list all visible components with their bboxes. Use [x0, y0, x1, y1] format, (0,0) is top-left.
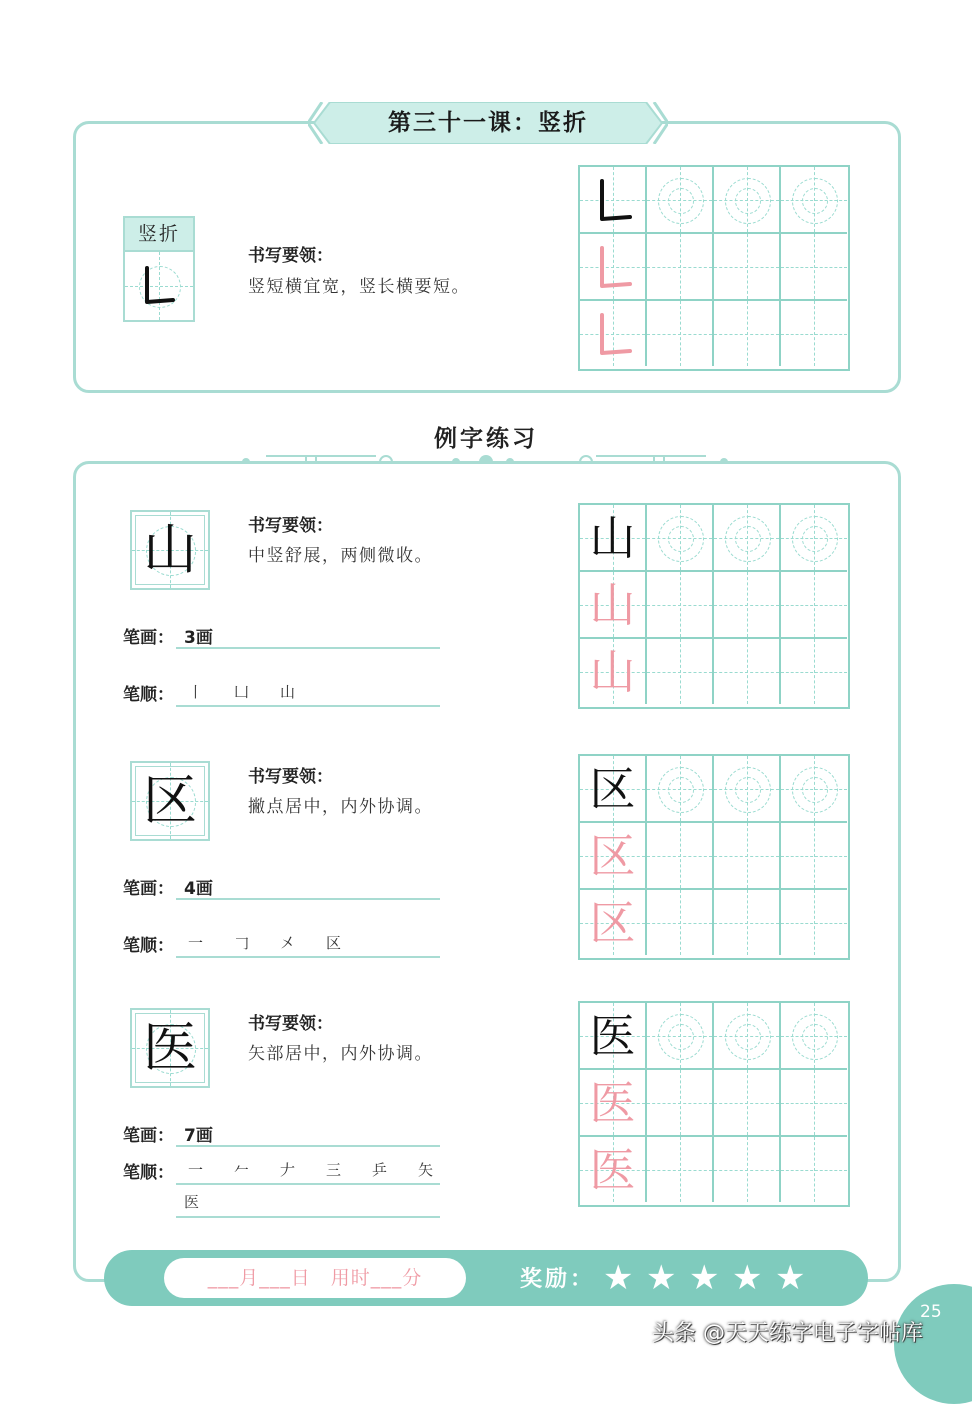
example-tips-heading: 书写要领： — [248, 767, 333, 787]
example-char: 医 — [143, 1016, 197, 1079]
stroke-card-label: 竖折 — [125, 218, 193, 252]
practice-glyph: 区 — [589, 829, 636, 883]
example-practice-grid — [578, 1001, 850, 1207]
practice-cell[interactable] — [647, 1137, 714, 1202]
practice-cell[interactable] — [647, 639, 714, 704]
practice-cell[interactable] — [781, 890, 847, 955]
lesson-tips-heading: 书写要领： — [248, 246, 333, 266]
practice-cell[interactable] — [714, 1137, 781, 1202]
stroke-order-step: 区 — [326, 934, 342, 952]
stroke-order-step: 𠃌 — [234, 934, 250, 952]
practice-cell[interactable] — [714, 890, 781, 955]
stroke-order-label: 笔顺： — [123, 685, 174, 705]
reward-label: 奖励： — [520, 1267, 596, 1292]
practice-cell[interactable] — [714, 234, 781, 301]
practice-cell[interactable] — [781, 234, 847, 301]
lesson-tips-text: 竖短横宜宽，竖长横要短。 — [248, 277, 470, 297]
practice-cell[interactable] — [647, 301, 714, 366]
practice-glyph: 山 — [589, 578, 636, 632]
practice-cell[interactable] — [714, 572, 781, 639]
practice-cell[interactable] — [781, 1070, 847, 1137]
practice-cell[interactable] — [580, 1003, 647, 1070]
example-tips-text: 矢部居中，内外协调。 — [248, 1044, 433, 1064]
stroke-order-step: 三 — [326, 1161, 342, 1179]
reward-star-icon[interactable]: ★ — [646, 1258, 677, 1298]
practice-cell[interactable] — [714, 823, 781, 890]
practice-cell[interactable] — [580, 167, 647, 234]
practice-cell[interactable] — [781, 1137, 847, 1202]
practice-cell[interactable] — [781, 167, 847, 234]
stroke-count-value: 4画 — [184, 879, 213, 899]
practice-cell[interactable] — [647, 234, 714, 301]
example-char-box — [130, 510, 210, 590]
stroke-order-step: 山 — [280, 683, 296, 701]
reward-star-icon[interactable]: ★ — [732, 1258, 763, 1298]
stroke-count-label: 笔画： — [123, 628, 174, 648]
example-tips-text: 撇点居中，内外协调。 — [248, 797, 433, 817]
stroke-card — [123, 216, 195, 322]
practice-cell[interactable] — [714, 639, 781, 704]
practice-cell[interactable] — [580, 1070, 647, 1137]
stroke-shuzhe-icon — [580, 167, 647, 234]
practice-cell[interactable] — [647, 572, 714, 639]
stroke-count-label: 笔画： — [123, 879, 174, 899]
stroke-order-line — [176, 705, 440, 707]
example-tips-text: 中竖舒展，两侧微收。 — [248, 546, 433, 566]
reward-star-icon[interactable]: ★ — [689, 1258, 720, 1298]
section-title: 例字练习 — [434, 426, 538, 452]
stroke-order-step: 丨 — [188, 683, 204, 701]
practice-glyph: 医 — [589, 1143, 636, 1197]
practice-cell[interactable] — [647, 1003, 714, 1070]
practice-cell[interactable] — [647, 756, 714, 823]
example-tips-heading: 书写要领： — [248, 1014, 333, 1034]
practice-cell[interactable] — [580, 301, 647, 366]
practice-cell[interactable] — [647, 1070, 714, 1137]
example-char: 山 — [143, 518, 197, 581]
stroke-order-step: 乒 — [372, 1161, 388, 1179]
practice-glyph: 医 — [589, 1009, 636, 1063]
practice-cell[interactable] — [714, 301, 781, 366]
example-char-box — [130, 761, 210, 841]
stroke-order-step: 一 — [188, 934, 204, 952]
practice-cell[interactable] — [647, 505, 714, 572]
practice-glyph: 区 — [589, 896, 636, 950]
practice-cell[interactable] — [580, 234, 647, 301]
stroke-order-line — [176, 956, 440, 958]
watermark: 头条 @天天练字电子字帖库 — [652, 1321, 923, 1346]
practice-cell[interactable] — [580, 823, 647, 890]
lesson-title: 第三十一课：竖折 — [388, 110, 588, 136]
stroke-order-step: 矢 — [418, 1161, 434, 1179]
stroke-order-label: 笔顺： — [123, 1163, 174, 1183]
stroke-shuzhe-icon — [125, 252, 193, 320]
practice-cell[interactable] — [714, 756, 781, 823]
practice-cell[interactable] — [781, 756, 847, 823]
practice-cell[interactable] — [580, 639, 647, 704]
stroke-shuzhe-icon — [580, 301, 647, 368]
stroke-order-label: 笔顺： — [123, 936, 174, 956]
practice-cell[interactable] — [647, 167, 714, 234]
practice-cell[interactable] — [580, 572, 647, 639]
practice-glyph: 医 — [589, 1076, 636, 1130]
practice-cell[interactable] — [781, 1003, 847, 1070]
stroke-shuzhe-icon — [580, 234, 647, 301]
example-practice-grid — [578, 754, 850, 960]
practice-cell[interactable] — [781, 301, 847, 366]
page-number: 25 — [920, 1302, 942, 1322]
practice-cell[interactable] — [647, 823, 714, 890]
stroke-order-step: 𠂉 — [234, 1161, 250, 1179]
practice-cell[interactable] — [781, 572, 847, 639]
date-time-fields[interactable]: ___月___日 用时___分 — [207, 1267, 423, 1289]
practice-cell[interactable] — [580, 756, 647, 823]
practice-glyph: 山 — [589, 645, 636, 699]
practice-cell[interactable] — [580, 890, 647, 955]
lesson-title-banner — [308, 102, 668, 144]
stroke-practice-grid — [578, 165, 850, 371]
stroke-count-line — [176, 1145, 440, 1147]
stroke-order-step: 医 — [184, 1193, 200, 1211]
stroke-order-step: 𠂇 — [280, 1161, 296, 1179]
example-tips-heading: 书写要领： — [248, 516, 333, 536]
stroke-order-step: 一 — [188, 1161, 204, 1179]
stroke-count-value: 3画 — [184, 628, 213, 648]
example-practice-grid — [578, 503, 850, 709]
stroke-card-body — [125, 252, 193, 320]
reward-star-icon[interactable]: ★ — [775, 1258, 806, 1298]
stroke-count-line — [176, 898, 440, 900]
practice-cell[interactable] — [781, 823, 847, 890]
stroke-order-step: 㐅 — [280, 934, 296, 952]
reward-star-icon[interactable]: ★ — [603, 1258, 634, 1298]
example-char-box — [130, 1008, 210, 1088]
practice-cell[interactable] — [714, 1003, 781, 1070]
practice-cell[interactable] — [647, 890, 714, 955]
practice-cell[interactable] — [714, 1070, 781, 1137]
stroke-count-line — [176, 647, 440, 649]
practice-glyph: 山 — [589, 511, 636, 565]
practice-glyph: 区 — [589, 762, 636, 816]
example-char: 区 — [143, 769, 197, 832]
practice-cell[interactable] — [580, 505, 647, 572]
stroke-count-label: 笔画： — [123, 1126, 174, 1146]
stroke-count-value: 7画 — [184, 1126, 213, 1146]
stroke-order-line — [176, 1183, 440, 1185]
stroke-order-step: 凵 — [234, 683, 250, 701]
practice-cell[interactable] — [781, 639, 847, 704]
practice-cell[interactable] — [714, 505, 781, 572]
stroke-order-line-2 — [176, 1216, 440, 1218]
practice-cell[interactable] — [714, 167, 781, 234]
practice-cell[interactable] — [781, 505, 847, 572]
practice-cell[interactable] — [580, 1137, 647, 1202]
